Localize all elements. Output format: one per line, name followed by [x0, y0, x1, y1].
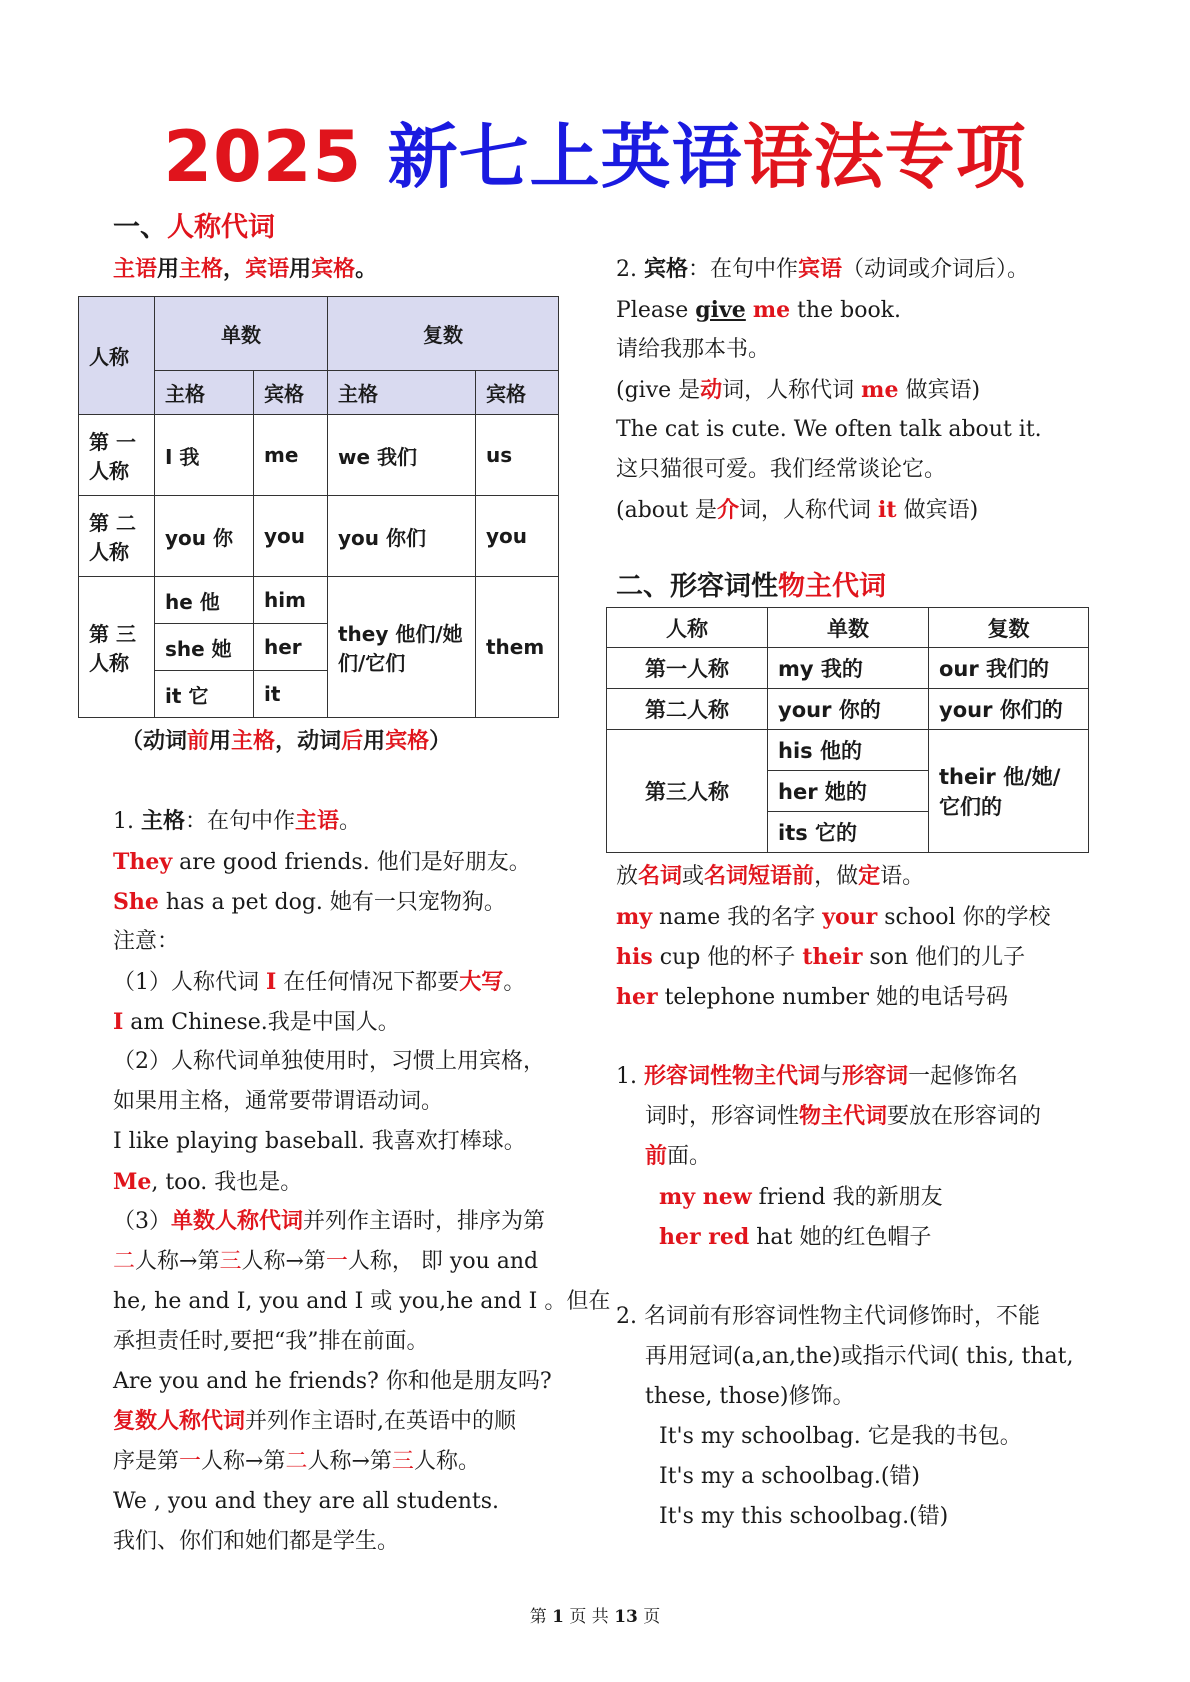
t2-cell: his 他的: [768, 730, 929, 771]
t2-cell: my 我的: [768, 648, 929, 689]
example-line: her red hat 她的红色帽子: [659, 1224, 932, 1250]
note-2: （2）人称代词单独使用时，习惯上用宾格，: [113, 1049, 545, 1074]
t1-person: 第 三 人称: [79, 577, 155, 718]
t2-person: 第三人称: [607, 730, 768, 853]
t2-cell: their 他/她/它们的: [929, 730, 1089, 853]
note-3-cont: 承担责任时,要把“我”排在前面。: [113, 1329, 429, 1354]
note-1: （1）人称代词 I 在任何情况下都要大写。: [113, 969, 526, 995]
personal-pronoun-table: [78, 296, 559, 718]
t2-person: 第一人称: [607, 648, 768, 689]
t2-person: 第二人称: [607, 689, 768, 730]
t1-cell: them: [476, 577, 559, 718]
example-line: 我们、你们和她们都是学生。: [113, 1529, 400, 1554]
t1-cell: he 他: [155, 577, 254, 624]
note-3-cont: 二人称→第三人称→第一人称， 即 you and: [113, 1249, 539, 1274]
example-line: Me, too. 我也是。: [113, 1169, 303, 1195]
page-title: [0, 112, 1190, 202]
example-line: It's my schoolbag. 它是我的书包。: [659, 1424, 1022, 1449]
t1-cell: she 她: [155, 624, 254, 671]
t1-sub-object: 宾格: [476, 371, 559, 415]
rule-2: 2. 名词前有形容词性物主代词修饰时，不能: [616, 1304, 1040, 1329]
example-line: They are good friends. 他们是好朋友。: [113, 849, 531, 875]
table-row: [79, 577, 559, 624]
possessive-table: [606, 607, 1089, 853]
t1-person: 第 二 人称: [79, 496, 155, 577]
t2-cell: your 你的: [768, 689, 929, 730]
example-line: 请给我那本书。: [616, 337, 771, 362]
t1-cell: I 我: [155, 415, 254, 496]
usage-rule: 放名词或名词短语前，做定语。: [616, 864, 925, 889]
rule-2-cont: 再用冠词(a,an,the)或指示代词( this, that,: [645, 1344, 1074, 1369]
example-line: his cup 他的杯子 their son 他们的儿子: [616, 944, 1026, 970]
example-line: Please give me the book.: [616, 297, 902, 323]
rule-1: 1. 形容词性物主代词与形容词一起修饰名: [616, 1064, 1019, 1089]
example-line: I am Chinese.我是中国人。: [113, 1009, 400, 1035]
t1-sub-subject: 主格: [155, 371, 254, 415]
t1-cell: they 他们/她们/它们: [328, 577, 476, 718]
t1-sub-subject: 主格: [328, 371, 476, 415]
example-line: It's my this schoolbag.(错): [659, 1504, 949, 1529]
t1-cell: you: [254, 496, 328, 577]
table-row: [607, 730, 1089, 771]
t1-cell: us: [476, 415, 559, 496]
title-topic: 语法专项: [742, 116, 1027, 198]
example-line: her telephone number 她的电话号码: [616, 984, 1008, 1010]
page-footer: 第 1 页 共 13 页: [529, 1607, 661, 1627]
t1-header-plural: 复数: [328, 297, 559, 371]
rule-1-cont: 前面。: [645, 1144, 712, 1169]
t2-header-plural: 复数: [929, 608, 1089, 648]
t2-header-person: 人称: [607, 608, 768, 648]
t1-person: 第 一 人称: [79, 415, 155, 496]
t1-cell: it 它: [155, 671, 254, 718]
example-line: Are you and he friends? 你和他是朋友吗?: [113, 1369, 552, 1394]
example-note: (give 是动词，人称代词 me 做宾语): [616, 377, 981, 403]
example-line: The cat is cute. We often talk about it.: [616, 417, 1042, 442]
note-4: 复数人称代词并列作主语时,在英语中的顺: [113, 1409, 517, 1434]
t1-cell: you: [476, 496, 559, 577]
example-line: my name 我的名字 your school 你的学校: [616, 904, 1051, 930]
example-note: (about 是介词，人称代词 it 做宾语): [616, 497, 979, 523]
subject-case-heading: 1. 主格：在句中作主语。: [113, 809, 362, 834]
t2-header-singular: 单数: [768, 608, 929, 648]
table-row: [79, 496, 559, 577]
note-3: （3）单数人称代词并列作主语时，排序为第: [113, 1209, 546, 1234]
t1-sub-object: 宾格: [254, 371, 328, 415]
example-line: It's my a schoolbag.(错): [659, 1464, 921, 1489]
t2-cell: its 它的: [768, 812, 929, 853]
t1-cell: her: [254, 624, 328, 671]
t1-cell: it: [254, 671, 328, 718]
page-total: 13: [614, 1607, 638, 1627]
t1-cell: you 你们: [328, 496, 476, 577]
note-label: 注意：: [113, 929, 180, 954]
t1-cell: me: [254, 415, 328, 496]
example-line: We , you and they are all students.: [113, 1489, 499, 1514]
example-line: She has a pet dog. 她有一只宠物狗。: [113, 889, 506, 915]
t1-header-singular: 单数: [155, 297, 328, 371]
page-number: 1: [552, 1607, 564, 1627]
title-main: 新七上英语: [387, 116, 743, 198]
example-line: my new friend 我的新朋友: [659, 1184, 943, 1210]
t2-cell: your 你们的: [929, 689, 1089, 730]
example-line: 这只猫很可爱。我们经常谈论它。: [616, 457, 947, 482]
table-row: [79, 415, 559, 496]
t1-cell: we 我们: [328, 415, 476, 496]
note-2-cont: 如果用主格，通常要带谓语动词。: [113, 1089, 444, 1114]
title-year: 2025: [163, 116, 388, 198]
note-4-cont: 序是第一人称→第二人称→第三人称。: [113, 1449, 480, 1474]
table-row: [607, 689, 1089, 730]
note-3-cont: he, he and I, you and I 或 you,he and I 。但在: [113, 1289, 611, 1314]
rule-2-cont: these, those)修饰。: [645, 1384, 855, 1409]
table-row: [607, 648, 1089, 689]
t2-cell: our 我们的: [929, 648, 1089, 689]
t2-cell: her 她的: [768, 771, 929, 812]
object-case-heading: 2. 宾格：在句中作宾语（动词或介词后）。: [616, 257, 1030, 282]
section1-rule: 主语用主格，宾语用宾格。: [113, 257, 378, 282]
t1-cell: him: [254, 577, 328, 624]
section2-heading: 二、形容词性物主代词: [616, 571, 886, 602]
t1-cell: you 你: [155, 496, 254, 577]
rule-1-cont: 词时，形容词性物主代词要放在形容词的: [645, 1104, 1042, 1129]
example-line: I like playing baseball. 我喜欢打棒球。: [113, 1129, 526, 1154]
section1-heading: 一、人称代词: [113, 212, 275, 243]
table1-note: （动词前用主格，动词后用宾格）: [121, 729, 452, 754]
t1-header-person: 人称: [79, 297, 155, 415]
